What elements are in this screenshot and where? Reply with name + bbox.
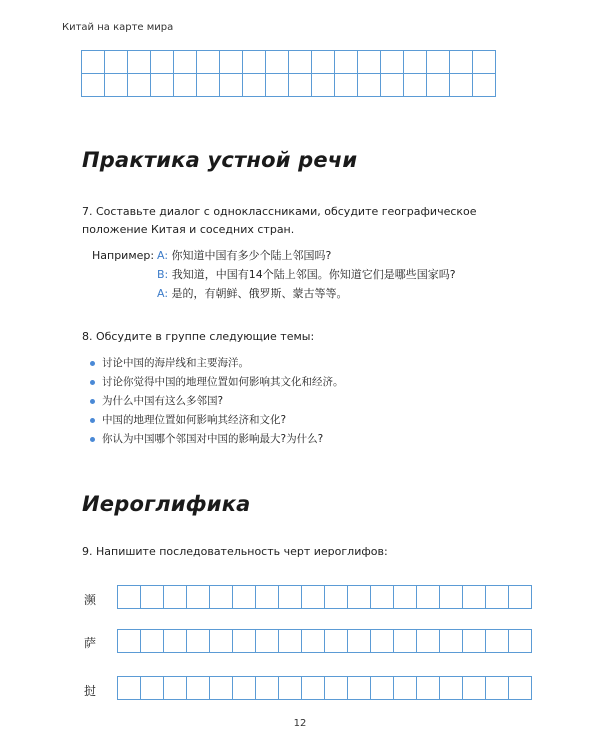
character-label: 挝 bbox=[84, 684, 97, 698]
dialogue-line bbox=[157, 265, 456, 284]
dialogue-text: 是的，有朝鲜、俄罗斯、蒙古等等。 bbox=[171, 287, 348, 300]
grid-cell[interactable] bbox=[163, 585, 187, 609]
grid-cell[interactable] bbox=[324, 629, 348, 653]
grid-cell[interactable] bbox=[416, 629, 440, 653]
grid-cell[interactable] bbox=[196, 50, 220, 74]
grid-cell[interactable] bbox=[357, 50, 381, 74]
grid-cell[interactable] bbox=[508, 629, 532, 653]
grid-cell[interactable] bbox=[301, 676, 325, 700]
grid-cell[interactable] bbox=[186, 585, 210, 609]
grid-cell[interactable] bbox=[370, 676, 394, 700]
task-7-instruction: 7. Составьте диалог с одноклассниками, обсудите географическое положение Китая и соседних стран. bbox=[82, 205, 477, 236]
grid-cell[interactable] bbox=[163, 629, 187, 653]
list-item: 为什么中国有这么多邻国? bbox=[90, 392, 344, 411]
discussion-topics bbox=[90, 354, 344, 449]
list-item: 讨论中国的海岸线和主要海洋。 bbox=[90, 354, 344, 373]
character-label: 萨 bbox=[84, 636, 97, 650]
grid-cell[interactable] bbox=[173, 50, 197, 74]
task-9-instruction: 9. Напишите последовательность черт иероглифов: bbox=[82, 545, 388, 558]
grid-cell[interactable] bbox=[393, 585, 417, 609]
speaker-label: B: bbox=[157, 268, 169, 281]
grid-cell[interactable] bbox=[426, 73, 450, 97]
grid-cell[interactable] bbox=[278, 676, 302, 700]
grid-cell[interactable] bbox=[288, 73, 312, 97]
grid-cell[interactable] bbox=[485, 629, 509, 653]
grid-cell[interactable] bbox=[127, 50, 151, 74]
grid-cell[interactable] bbox=[393, 629, 417, 653]
grid-cell[interactable] bbox=[150, 73, 174, 97]
grid-cell[interactable] bbox=[232, 585, 256, 609]
dialogue-text: 你知道中国有多少个陆上邻国吗? bbox=[171, 249, 332, 262]
grid-cell[interactable] bbox=[140, 676, 164, 700]
speaker-label: A: bbox=[157, 249, 169, 262]
grid-cell[interactable] bbox=[311, 73, 335, 97]
practice-grid-row-1[interactable] bbox=[81, 50, 495, 74]
grid-cell[interactable] bbox=[485, 585, 509, 609]
example-dialogue bbox=[157, 246, 456, 303]
grid-cell[interactable] bbox=[301, 629, 325, 653]
grid-cell[interactable] bbox=[380, 50, 404, 74]
grid-cell[interactable] bbox=[265, 50, 289, 74]
grid-cell[interactable] bbox=[150, 50, 174, 74]
grid-cell[interactable] bbox=[485, 676, 509, 700]
list-item: 中国的地理位置如何影响其经济和文化? bbox=[90, 411, 344, 430]
grid-cell[interactable] bbox=[472, 50, 496, 74]
speaker-label: A: bbox=[157, 287, 169, 300]
grid-cell[interactable] bbox=[449, 50, 473, 74]
dialogue-text: 我知道，中国有14个陆上邻国。你知道它们是哪些国家吗? bbox=[171, 268, 456, 281]
grid-cell[interactable] bbox=[140, 629, 164, 653]
practice-grid-row-2[interactable] bbox=[81, 73, 495, 97]
grid-cell[interactable] bbox=[209, 676, 233, 700]
grid-cell[interactable] bbox=[209, 585, 233, 609]
grid-cell[interactable] bbox=[462, 629, 486, 653]
list-item: 你认为中国哪个邻国对中国的影响最大?为什么? bbox=[90, 430, 344, 449]
stroke-grid-row-2[interactable] bbox=[117, 629, 531, 653]
grid-cell[interactable] bbox=[416, 676, 440, 700]
grid-cell[interactable] bbox=[242, 50, 266, 74]
grid-cell[interactable] bbox=[403, 50, 427, 74]
section-title-speaking: Практика устной речи bbox=[82, 148, 358, 172]
grid-cell[interactable] bbox=[209, 629, 233, 653]
grid-cell[interactable] bbox=[334, 50, 358, 74]
grid-cell[interactable] bbox=[347, 629, 371, 653]
grid-cell[interactable] bbox=[370, 629, 394, 653]
grid-cell[interactable] bbox=[347, 585, 371, 609]
dialogue-line bbox=[157, 284, 456, 303]
grid-cell[interactable] bbox=[426, 50, 450, 74]
section-title-characters: Иероглифика bbox=[82, 492, 251, 516]
grid-cell[interactable] bbox=[278, 629, 302, 653]
grid-cell[interactable] bbox=[117, 676, 141, 700]
grid-cell[interactable] bbox=[508, 676, 532, 700]
grid-cell[interactable] bbox=[370, 585, 394, 609]
grid-cell[interactable] bbox=[324, 585, 348, 609]
grid-cell[interactable] bbox=[288, 50, 312, 74]
grid-cell[interactable] bbox=[472, 73, 496, 97]
running-header: Китай на карте мира bbox=[62, 22, 174, 33]
grid-cell[interactable] bbox=[416, 585, 440, 609]
grid-cell[interactable] bbox=[324, 676, 348, 700]
grid-cell[interactable] bbox=[81, 73, 105, 97]
grid-cell[interactable] bbox=[117, 585, 141, 609]
grid-cell[interactable] bbox=[104, 50, 128, 74]
grid-cell[interactable] bbox=[104, 73, 128, 97]
stroke-grid-row-3[interactable] bbox=[117, 676, 531, 700]
grid-cell[interactable] bbox=[462, 676, 486, 700]
grid-cell[interactable] bbox=[311, 50, 335, 74]
grid-cell[interactable] bbox=[255, 676, 279, 700]
grid-cell[interactable] bbox=[173, 73, 197, 97]
grid-cell[interactable] bbox=[196, 73, 220, 97]
grid-cell[interactable] bbox=[508, 585, 532, 609]
grid-cell[interactable] bbox=[140, 585, 164, 609]
grid-cell[interactable] bbox=[380, 73, 404, 97]
grid-cell[interactable] bbox=[278, 585, 302, 609]
dialogue-line bbox=[157, 246, 456, 265]
grid-cell[interactable] bbox=[439, 676, 463, 700]
grid-cell[interactable] bbox=[186, 676, 210, 700]
grid-cell[interactable] bbox=[439, 629, 463, 653]
grid-cell[interactable] bbox=[439, 585, 463, 609]
grid-cell[interactable] bbox=[255, 629, 279, 653]
grid-cell[interactable] bbox=[334, 73, 358, 97]
grid-cell[interactable] bbox=[127, 73, 151, 97]
stroke-grid-row-1[interactable] bbox=[117, 585, 531, 609]
grid-cell[interactable] bbox=[393, 676, 417, 700]
grid-cell[interactable] bbox=[232, 629, 256, 653]
grid-cell[interactable] bbox=[403, 73, 427, 97]
grid-cell[interactable] bbox=[357, 73, 381, 97]
grid-cell[interactable] bbox=[449, 73, 473, 97]
grid-cell[interactable] bbox=[219, 73, 243, 97]
grid-cell[interactable] bbox=[186, 629, 210, 653]
grid-cell[interactable] bbox=[117, 629, 141, 653]
grid-cell[interactable] bbox=[232, 676, 256, 700]
grid-cell[interactable] bbox=[219, 50, 243, 74]
grid-cell[interactable] bbox=[347, 676, 371, 700]
grid-cell[interactable] bbox=[255, 585, 279, 609]
grid-cell[interactable] bbox=[462, 585, 486, 609]
character-label: 濒 bbox=[84, 593, 97, 607]
grid-cell[interactable] bbox=[265, 73, 289, 97]
list-item: 讨论你觉得中国的地理位置如何影响其文化和经济。 bbox=[90, 373, 344, 392]
task-8-instruction: 8. Обсудите в группе следующие темы: bbox=[82, 330, 315, 343]
grid-cell[interactable] bbox=[81, 50, 105, 74]
grid-cell[interactable] bbox=[301, 585, 325, 609]
grid-cell[interactable] bbox=[163, 676, 187, 700]
page-number: 12 bbox=[293, 718, 307, 729]
grid-cell[interactable] bbox=[242, 73, 266, 97]
example-label: Например: bbox=[92, 249, 155, 262]
